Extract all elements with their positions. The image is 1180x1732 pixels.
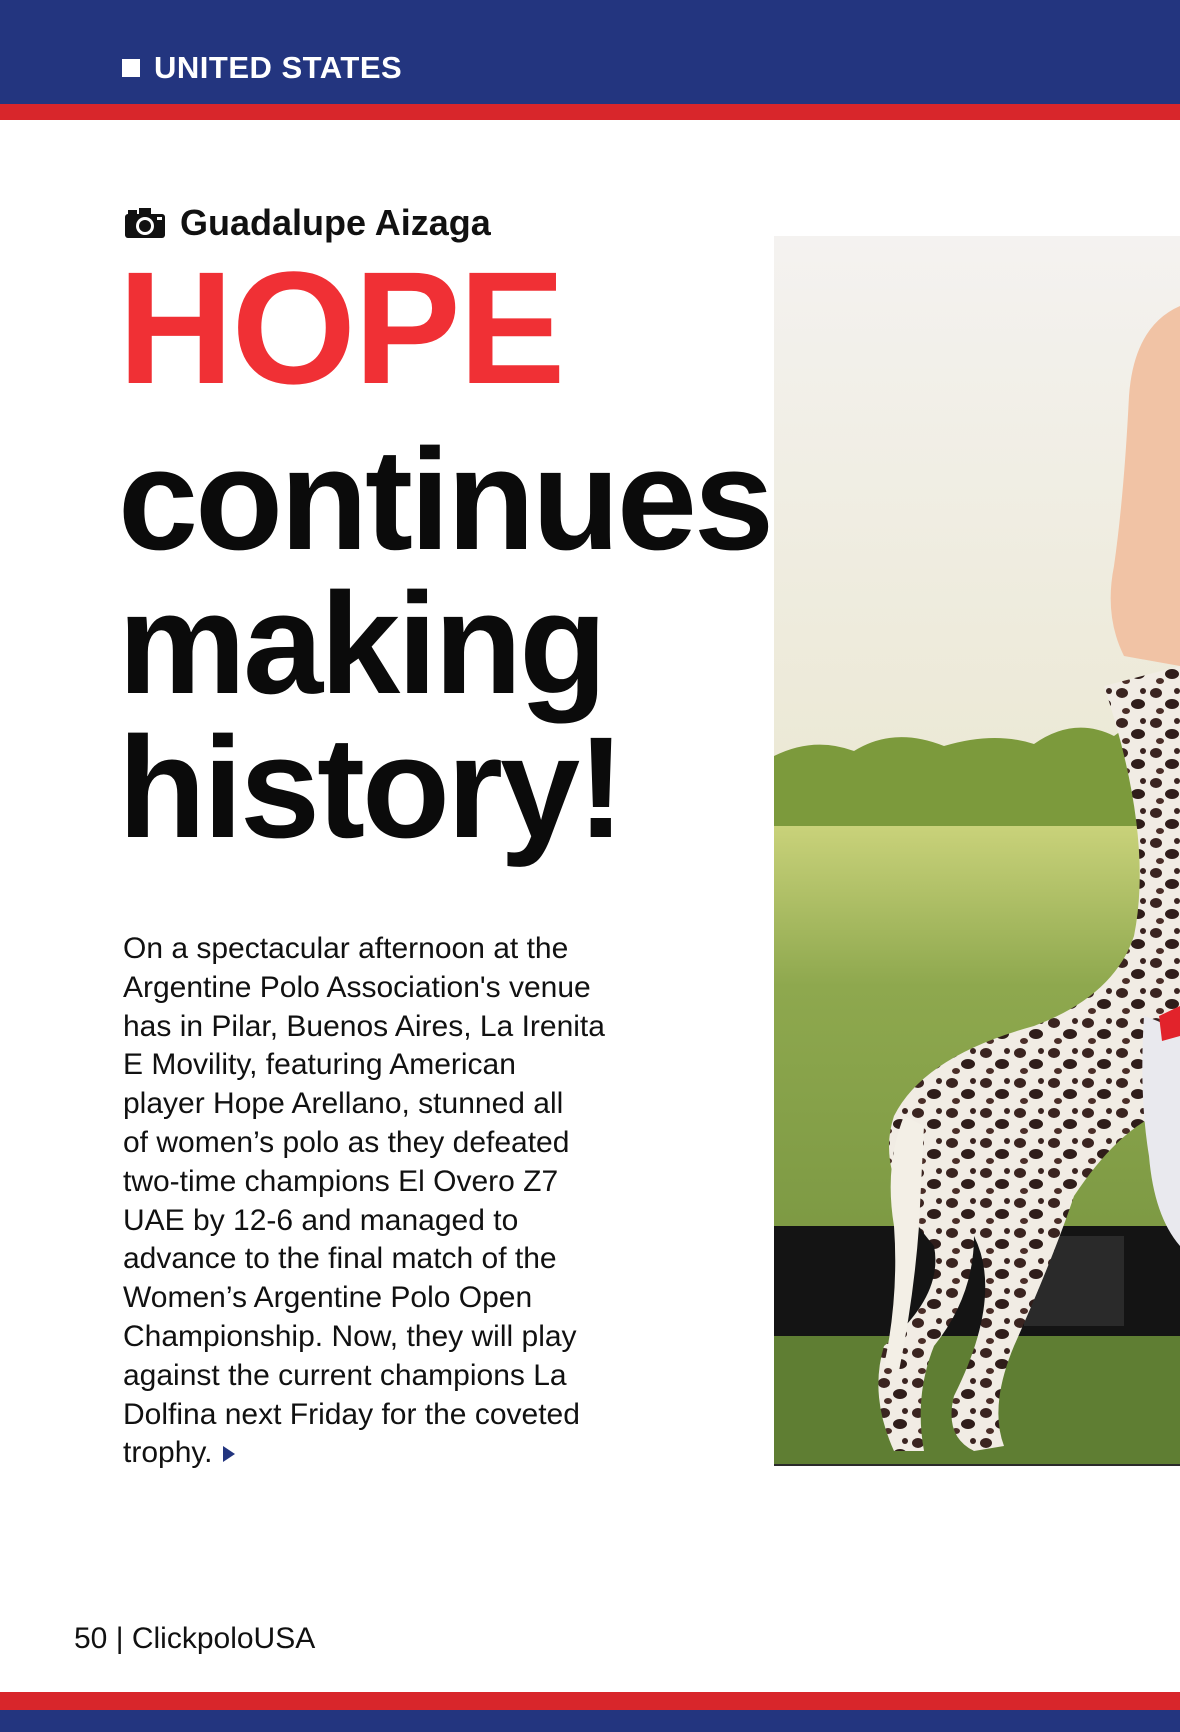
page-folio: 50 | ClickpoloUSA	[74, 1622, 316, 1655]
article-line: advance to the final match of the	[123, 1242, 557, 1276]
headline	[118, 419, 772, 868]
article-line: On a spectacular afternoon at the	[123, 932, 569, 965]
section-tag	[122, 48, 402, 88]
article-line: Women’s Argentine Polo Open	[123, 1281, 533, 1315]
headline-highlight: HOPE	[118, 238, 564, 417]
article-photo	[774, 236, 1180, 1466]
article-line-last	[123, 1434, 683, 1473]
camera-icon	[124, 207, 166, 239]
photographer-name: Guadalupe Aizaga	[180, 202, 491, 243]
article-line: Argentine Polo Association's venue	[123, 970, 591, 1004]
article-line: E Movility, featuring American	[123, 1048, 516, 1082]
section-label: UNITED STATES	[154, 50, 403, 85]
headline-line: history!	[118, 707, 623, 868]
article-line: has in Pilar, Buenos Aires, La Irenita	[123, 1009, 605, 1043]
article-line: Dolfina next Friday for the coveted	[123, 1397, 580, 1431]
bottom-banner	[0, 1710, 1180, 1732]
headline-line: making	[118, 563, 605, 724]
square-bullet-icon	[122, 59, 140, 77]
article-body	[123, 930, 683, 1473]
article-line: Championship. Now, they will play	[123, 1319, 577, 1353]
article-line: of women’s polo as they defeated	[123, 1125, 570, 1159]
article-line: UAE by 12-6 and managed to	[123, 1203, 519, 1237]
article-line: against the current champions La	[123, 1358, 567, 1392]
top-red-stripe	[0, 104, 1180, 120]
article-line: player Hope Arellano, stunned all	[123, 1087, 564, 1121]
article-line: two-time champions El Overo Z7	[123, 1164, 559, 1198]
end-mark-icon	[223, 1446, 235, 1462]
headline-line: continues	[118, 419, 772, 580]
article-line: trophy.	[123, 1436, 213, 1470]
bottom-red-stripe	[0, 1692, 1180, 1710]
